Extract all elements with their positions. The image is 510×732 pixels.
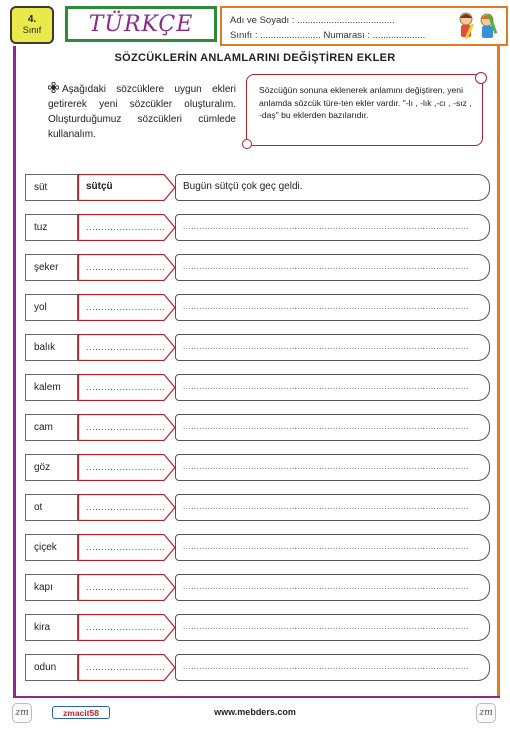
table-row: [25, 294, 490, 321]
derived-word-field[interactable]: [78, 214, 176, 241]
derived-word-field[interactable]: [78, 574, 176, 601]
subject-title: TÜRKÇE: [65, 6, 217, 42]
derived-word-field[interactable]: [78, 334, 176, 361]
sentence-blank: .........................................................................................................: [183, 542, 469, 551]
derived-word-blank: ..........................: [86, 583, 166, 592]
table-row: [25, 574, 490, 601]
derived-word-blank: ..........................: [86, 463, 166, 472]
grade-badge: [10, 6, 54, 44]
frame-left-border: [13, 46, 16, 698]
sentence-field[interactable]: [175, 374, 490, 401]
sentence-blank: .........................................................................................................: [183, 462, 469, 471]
sentence-field[interactable]: [175, 534, 490, 561]
derived-word-field[interactable]: [78, 654, 176, 681]
root-word: tuz: [25, 214, 78, 241]
derived-word-blank: ..........................: [86, 543, 166, 552]
root-word: balık: [25, 334, 78, 361]
info-note: [246, 74, 483, 146]
derived-word-blank: ..........................: [86, 503, 166, 512]
root-word: odun: [25, 654, 78, 681]
derived-word-text: sütçü: [86, 181, 113, 192]
sentence-text: Bugün sütçü çok geç geldi.: [183, 181, 303, 192]
note-text: Sözcüğün sonuna eklenerek anlamını değiştiren, yeni anlamda sözcük türe-ten ekler vardır. "-lı , -lık ,-cı , -sız , -daş" bu eklerden bazılarıdır.: [259, 85, 472, 120]
derived-word-blank: ..........................: [86, 343, 166, 352]
derived-word-blank: ..........................: [86, 623, 166, 632]
table-row: [25, 414, 490, 441]
sentence-blank: .........................................................................................................: [183, 222, 469, 231]
derived-word-field[interactable]: [78, 454, 176, 481]
sentence-blank: .........................................................................................................: [183, 502, 469, 511]
table-row: [25, 214, 490, 241]
sentence-field[interactable]: [175, 614, 490, 641]
footer: [0, 700, 510, 728]
sentence-field[interactable]: [175, 654, 490, 681]
root-word: kalem: [25, 374, 78, 401]
derived-word-field[interactable]: [78, 534, 176, 561]
derived-word-blank: ..........................: [86, 223, 166, 232]
grade-label: Sınıf: [22, 25, 42, 35]
sentence-field[interactable]: [175, 214, 490, 241]
root-word: cam: [25, 414, 78, 441]
derived-word-field[interactable]: [78, 614, 176, 641]
derived-word-field[interactable]: [78, 254, 176, 281]
sentence-blank: .........................................................................................................: [183, 302, 469, 311]
table-row: [25, 614, 490, 641]
worksheet-header: [10, 4, 500, 44]
root-word: ot: [25, 494, 78, 521]
table-row: [25, 454, 490, 481]
derived-word-field[interactable]: [78, 494, 176, 521]
sentence-blank: .........................................................................................................: [183, 342, 469, 351]
website-link[interactable]: www.mebders.com: [214, 707, 296, 717]
sentence-field[interactable]: [175, 574, 490, 601]
sentence-blank: .........................................................................................................: [183, 422, 469, 431]
derived-word-blank: ..........................: [86, 663, 166, 672]
sentence-field[interactable]: [175, 294, 490, 321]
student-info-box: [220, 6, 508, 46]
sentence-field[interactable]: [175, 454, 490, 481]
derived-word-field[interactable]: [78, 294, 176, 321]
table-row: [25, 334, 490, 361]
sentence-field[interactable]: [175, 414, 490, 441]
sentence-field[interactable]: [175, 174, 490, 201]
sentence-field[interactable]: [175, 334, 490, 361]
sentence-field[interactable]: [175, 494, 490, 521]
table-row: [25, 254, 490, 281]
author-tag: zmacit58: [52, 706, 110, 719]
root-word: yol: [25, 294, 78, 321]
root-word: kapı: [25, 574, 78, 601]
sentence-blank: .........................................................................................................: [183, 262, 469, 271]
page-title: SÖZCÜKLERİN ANLAMLARINI DEĞİŞTİREN EKLER: [114, 52, 396, 64]
kids-illustration-icon: [452, 10, 502, 44]
sentence-blank: .........................................................................................................: [183, 622, 469, 631]
derived-word-blank: ..........................: [86, 423, 166, 432]
frame-right-border: [497, 46, 500, 698]
derived-word-field[interactable]: [78, 174, 176, 201]
root-word: kira: [25, 614, 78, 641]
root-word: şeker: [25, 254, 78, 281]
frame-bottom-border: [13, 696, 500, 698]
table-row: [25, 374, 490, 401]
class-number-field[interactable]: Sınıfı : ....................... Numarası : ....................: [230, 30, 426, 41]
signature-logo-left: zm: [12, 703, 32, 723]
flower-bullet-icon: [48, 82, 59, 93]
derived-word-field[interactable]: [78, 374, 176, 401]
table-row: [25, 494, 490, 521]
derived-word-field[interactable]: [78, 414, 176, 441]
instruction: [48, 82, 236, 142]
note-curl-icon: [242, 139, 252, 149]
root-word: çiçek: [25, 534, 78, 561]
sentence-blank: .........................................................................................................: [183, 662, 469, 671]
derived-word-blank: ..........................: [86, 303, 166, 312]
instruction-text: Aşağıdaki sözcüklere uygun ekleri getirerek yeni sözcükler oluşturalım. Oluşturduğumuz sözcükleri cümlede kullanalım.: [48, 84, 236, 140]
table-row: [25, 654, 490, 681]
root-word: süt: [25, 174, 78, 201]
derived-word-blank: ..........................: [86, 263, 166, 272]
table-row: [25, 174, 490, 201]
sentence-blank: .........................................................................................................: [183, 382, 469, 391]
root-word: göz: [25, 454, 78, 481]
table-row: [25, 534, 490, 561]
sentence-field[interactable]: [175, 254, 490, 281]
note-curl-icon: [475, 72, 487, 84]
signature-logo-right: zm: [476, 703, 496, 723]
sentence-blank: .........................................................................................................: [183, 582, 469, 591]
grade-number: 4.: [27, 14, 37, 25]
derived-word-blank: ..........................: [86, 383, 166, 392]
name-field[interactable]: Adı ve Soyadı : .....................................: [230, 15, 395, 26]
